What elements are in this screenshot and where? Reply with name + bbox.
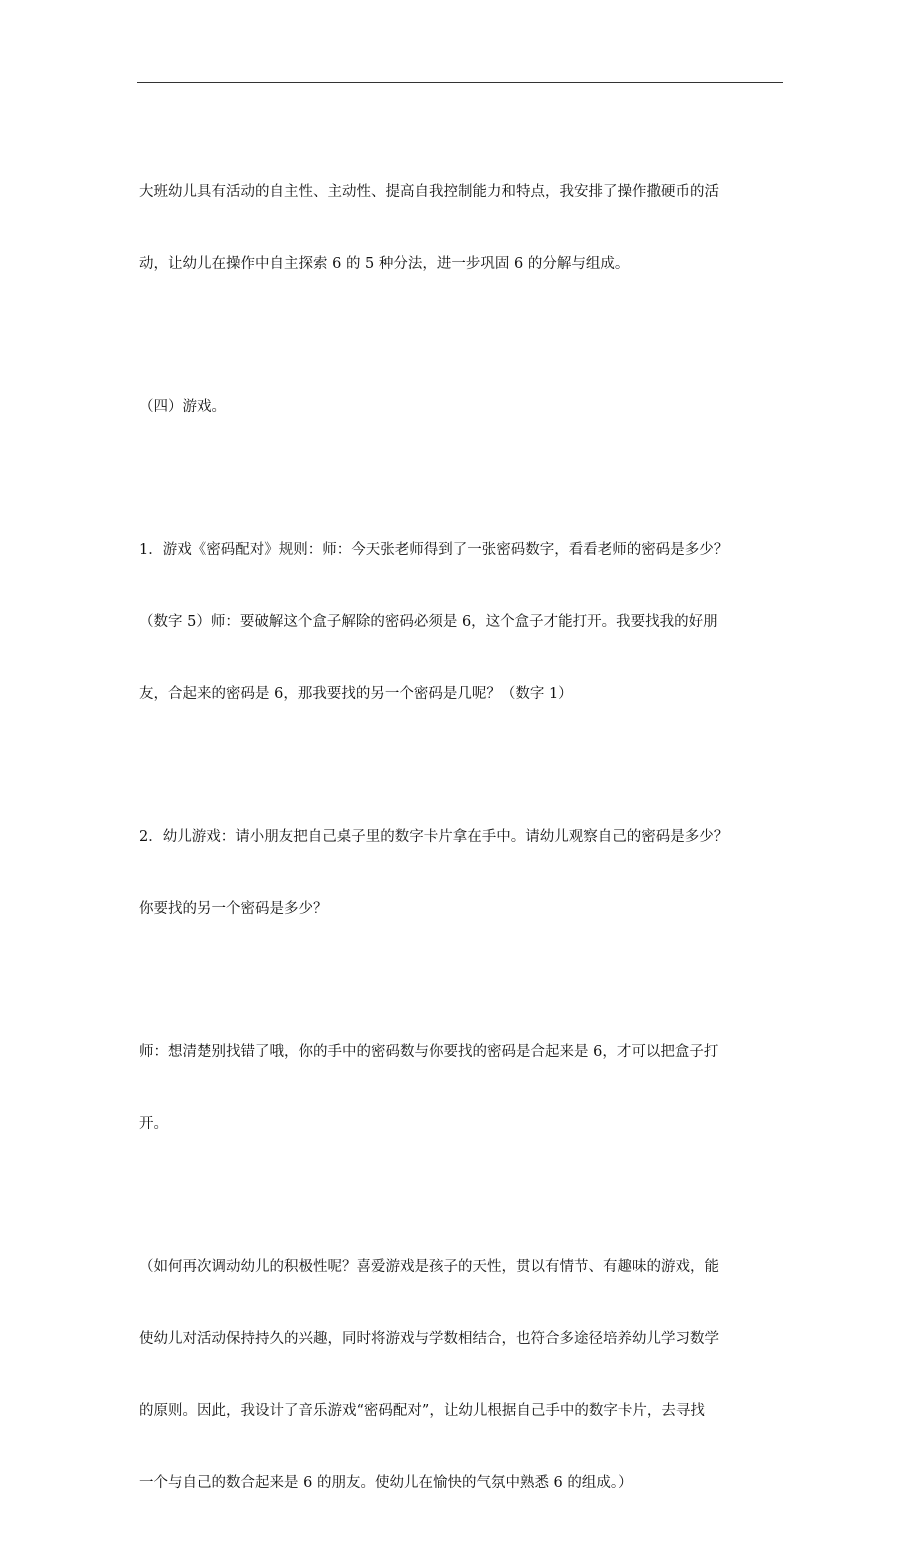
paragraph-line: 友，合起来的密码是 6，那我要找的另一个密码是几呢？（数字 1） — [139, 686, 573, 702]
paragraph-line: 使幼儿对活动保持持久的兴趣，同时将游戏与学数相结合，也符合多途径培养幼儿学习数学 — [139, 1331, 719, 1347]
paragraph-item-1 — [139, 490, 793, 754]
paragraph-intro — [139, 132, 793, 324]
paragraph-line: 动，让幼儿在操作中自主探索 6 的 5 种分法，进一步巩固 6 的分解与组成。 — [139, 256, 630, 272]
paragraph-line: 2．幼儿游戏：请小朋友把自己桌子里的数字卡片拿在手中。请幼儿观察自己的密码是多少？ — [139, 829, 729, 845]
header-rule — [137, 82, 783, 83]
paragraph-line: 开。 — [139, 1116, 168, 1132]
paragraph-line: 的原则。因此，我设计了音乐游戏“密码配对”，让幼儿根据自己手中的数字卡片，去寻找 — [139, 1403, 705, 1419]
paragraph-line: 师：想清楚别找错了哦，你的手中的密码数与你要找的密码是合起来是 6，才可以把盒子打 — [139, 1044, 719, 1060]
paragraph-item-2 — [139, 777, 793, 969]
document-body — [139, 132, 793, 1566]
paragraph-line: （如何再次调动幼儿的积极性呢？喜爱游戏是孩子的天性，贯以有情节、有趣味的游戏，能 — [139, 1259, 719, 1275]
section-heading — [139, 347, 793, 467]
paragraph-line: （数字 5）师：要破解这个盒子解除的密码必须是 6，这个盒子才能打开。我要找我的好朋 — [139, 614, 718, 630]
paragraph-line: 1．游戏《密码配对》规则：师：今天张老师得到了一张密码数字，看看老师的密码是多少？ — [139, 542, 729, 558]
heading-line: （四）游戏。 — [139, 399, 226, 415]
paragraph-line: 大班幼儿具有活动的自主性、主动性、提高自我控制能力和特点，我安排了操作撒硬币的活 — [139, 184, 719, 200]
paragraph-teacher-note — [139, 992, 793, 1184]
paragraph-explanation — [139, 1207, 793, 1543]
paragraph-line: 你要找的另一个密码是多少？ — [139, 901, 328, 917]
paragraph-line: 一个与自己的数合起来是 6 的朋友。使幼儿在愉快的气氛中熟悉 6 的组成。） — [139, 1475, 633, 1491]
